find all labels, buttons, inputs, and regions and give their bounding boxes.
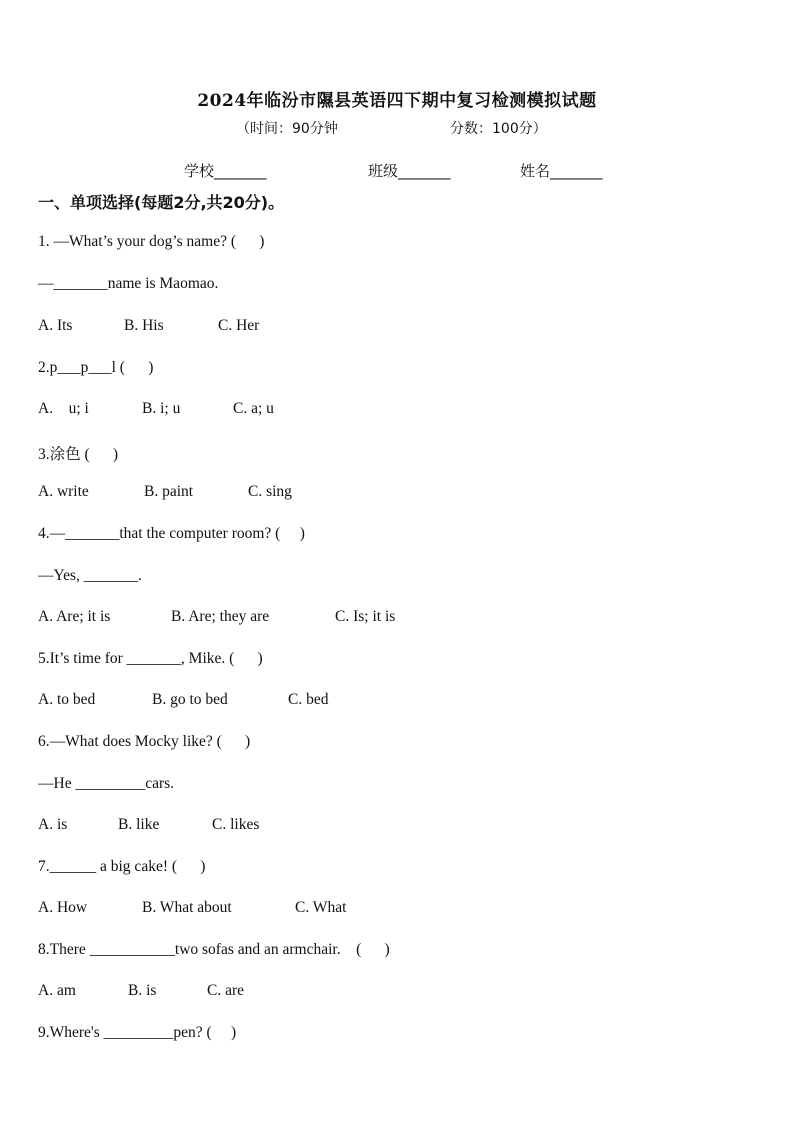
question-6-text: 6.—What does Mocky like? ( ) — [38, 733, 251, 750]
exam-time: （时间：90分钟 — [236, 121, 338, 137]
question-5-option-a: A. to bed — [38, 691, 96, 708]
section-heading: 一、单项选择(每题2分,共20分)。 — [38, 193, 285, 212]
question-1-option-a: A. Its — [38, 317, 73, 334]
question-4-text: 4.—_______that the computer room? ( ) — [38, 525, 305, 542]
question-1-text: 1. —What’s your dog’s name? ( ) — [38, 233, 265, 250]
question-8-option-b: B. is — [128, 982, 157, 999]
question-4-answer-line: —Yes, _______. — [38, 567, 142, 584]
question-7-text: 7.______ a big cake! ( ) — [38, 858, 206, 875]
question-8-option-a: A. am — [38, 982, 76, 999]
question-7-option-b: B. What about — [142, 899, 232, 916]
question-8-option-c: C. are — [207, 982, 245, 999]
question-2-option-b: B. i; u — [142, 400, 181, 417]
question-6-answer-line: —He _________cars. — [38, 775, 175, 792]
question-1-answer-line: —_______name is Maomao. — [38, 275, 219, 292]
question-2-option-c: C. a; u — [233, 400, 274, 417]
question-8-text: 8.There ___________two sofas and an armchair. ( ) — [38, 941, 390, 958]
question-6-option-b: B. like — [118, 816, 160, 833]
question-1-option-b: B. His — [124, 317, 164, 334]
class-field: 班级_______ — [368, 162, 451, 180]
page-title: 2024年临汾市隰县英语四下期中复习检测模拟试题 — [197, 91, 597, 111]
question-5-text: 5.It’s time for _______, Mike. ( ) — [38, 650, 263, 667]
question-5-option-b: B. go to bed — [152, 691, 228, 708]
question-6-option-c: C. likes — [212, 816, 260, 833]
question-4-option-b: B. Are; they are — [171, 608, 270, 625]
question-1-option-c: C. Her — [218, 317, 260, 334]
name-field: 姓名_______ — [520, 162, 603, 180]
question-5-option-c: C. bed — [288, 691, 329, 708]
question-3-text: 3.涂色 ( ) — [38, 446, 119, 463]
question-4-option-c: C. Is; it is — [335, 608, 396, 625]
question-4-option-a: A. Are; it is — [38, 608, 111, 625]
school-field: 学校_______ — [184, 162, 267, 180]
question-7-option-a: A. How — [38, 899, 88, 916]
question-2-text: 2.p___p___l ( ) — [38, 359, 154, 376]
question-7-option-c: C. What — [295, 899, 347, 916]
question-9-text: 9.Where's _________pen? ( ) — [38, 1024, 237, 1041]
question-6-option-a: A. is — [38, 816, 68, 833]
question-3-option-b: B. paint — [144, 483, 194, 500]
question-3-option-c: C. sing — [248, 483, 292, 500]
question-2-option-a: A. u; i — [38, 400, 89, 417]
question-3-option-a: A. write — [38, 483, 89, 500]
exam-score: 分数：100分） — [450, 121, 547, 137]
